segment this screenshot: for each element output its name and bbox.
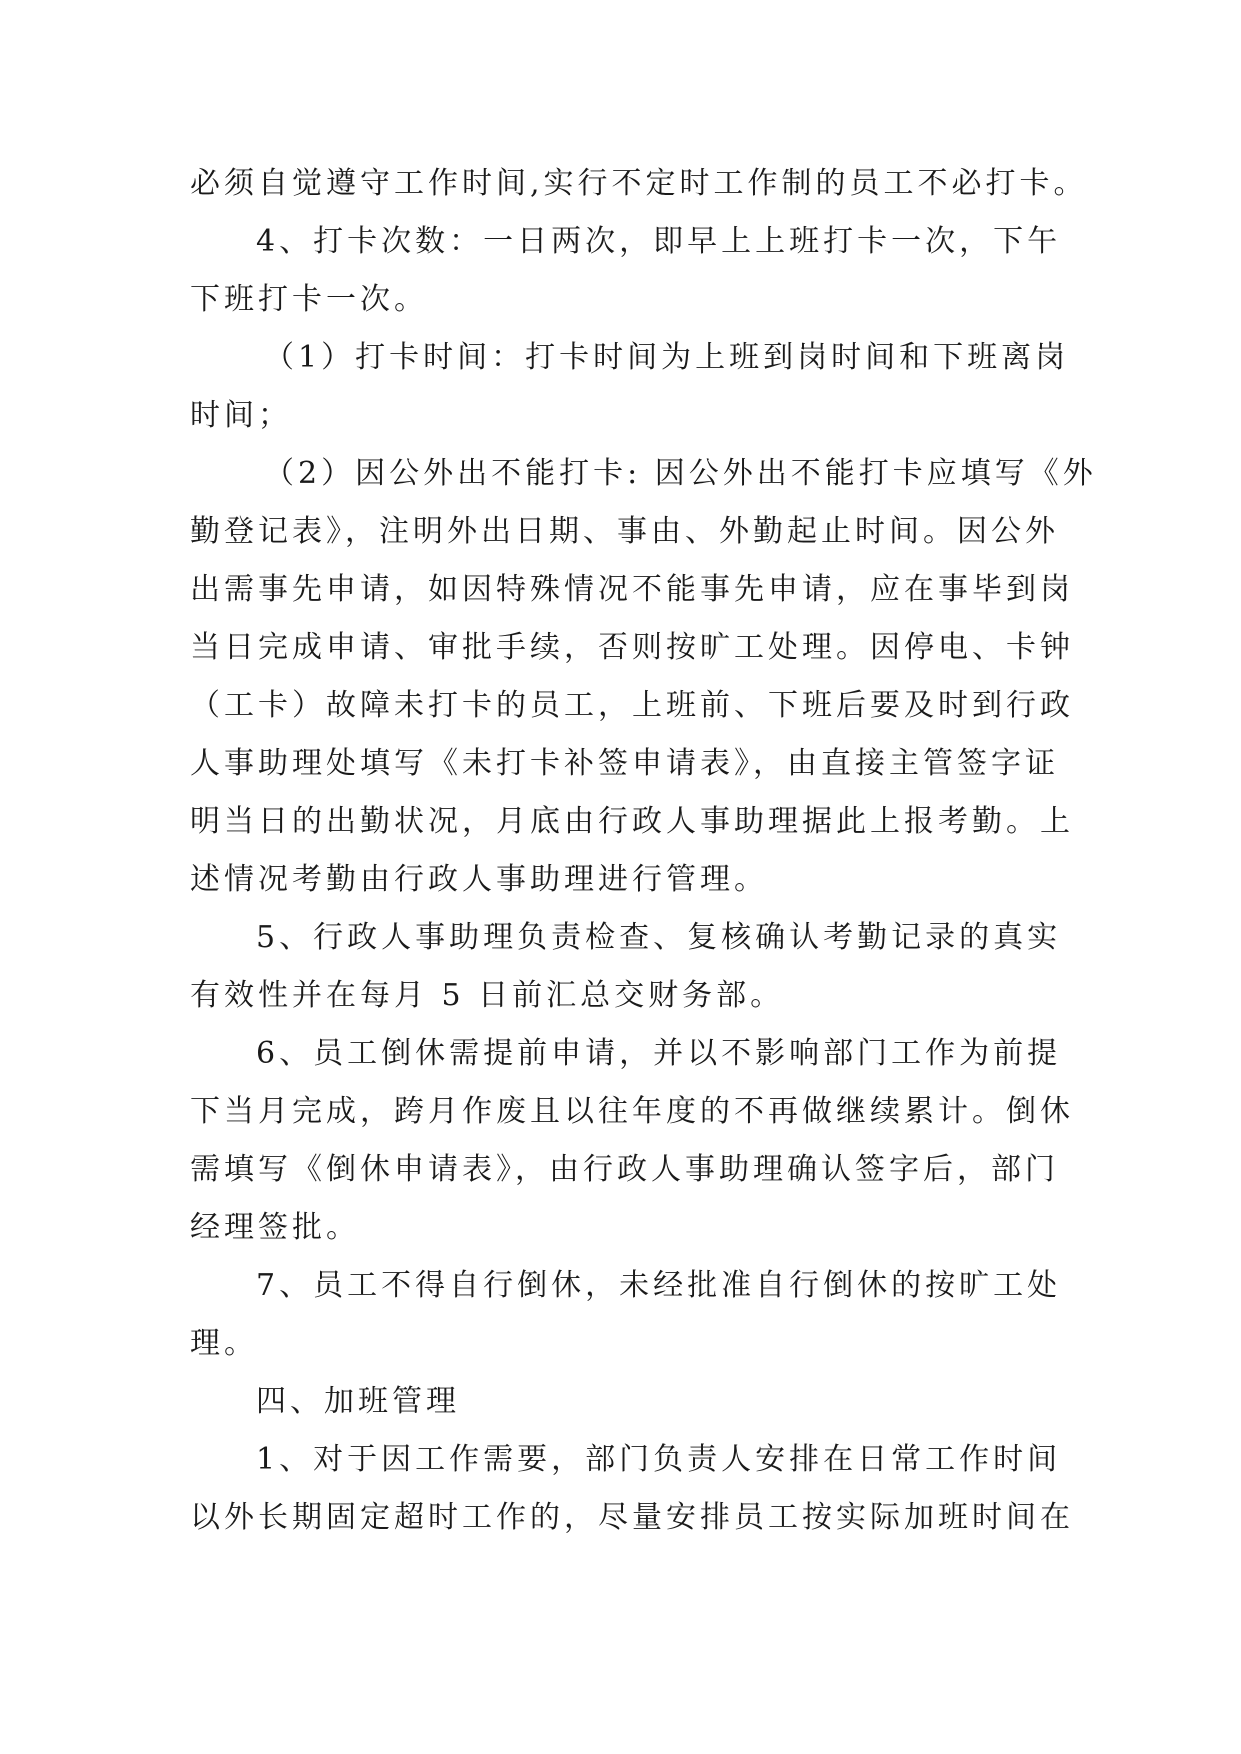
text-line: 有效性并在每月 5 日前汇总交财务部。 — [190, 978, 785, 1013]
text-line: 述情况考勤由行政人事助理进行管理。 — [190, 862, 768, 897]
text-line: 当日完成申请、审批手续，否则按旷工处理。因停电、卡钟 — [190, 630, 1074, 665]
text-line: 必须自觉遵守工作时间,实行不定时工作制的员工不必打卡。 — [190, 166, 1088, 201]
text-line: （工卡）故障未打卡的员工，上班前、下班后要及时到行政 — [190, 688, 1074, 723]
document-body — [190, 155, 1097, 1547]
text-line: 下班打卡一次。 — [190, 282, 428, 317]
text-line: 需填写《倒休申请表》，由行政人事助理确认签字后，部门 — [190, 1152, 1059, 1187]
text-line: 理。 — [190, 1326, 258, 1361]
text-line: 5、行政人事助理负责检查、复核确认考勤记录的真实 — [256, 920, 1062, 955]
text-line: 1、对于因工作需要，部门负责人安排在日常工作时间 — [256, 1442, 1062, 1477]
text-line: （2）因公外出不能打卡: 因公外出不能打卡应填写《外 — [264, 456, 1097, 491]
text-line: 以外长期固定超时工作的，尽量安排员工按实际加班时间在 — [190, 1500, 1074, 1535]
text-line: 7、员工不得自行倒休，未经批准自行倒休的按旷工处 — [256, 1268, 1062, 1303]
text-line: 4、打卡次数：一日两次，即早上上班打卡一次，下午 — [256, 224, 1062, 259]
text-line: 出需事先申请，如因特殊情况不能事先申请，应在事毕到岗 — [190, 572, 1074, 607]
text-line: 经理签批。 — [190, 1210, 360, 1245]
text-line: 明当日的出勤状况，月底由行政人事助理据此上报考勤。上 — [190, 804, 1074, 839]
text-line: 人事助理处填写《未打卡补签申请表》，由直接主管签字证 — [190, 746, 1059, 781]
section-heading: 四、加班管理 — [256, 1384, 460, 1419]
text-line: 6、员工倒休需提前申请，并以不影响部门工作为前提 — [256, 1036, 1062, 1071]
text-line: 下当月完成，跨月作废且以往年度的不再做继续累计。倒休 — [190, 1094, 1074, 1129]
text-line: （1）打卡时间：打卡时间为上班到岗时间和下班离岗 — [264, 340, 1070, 375]
text-line: 时间； — [190, 398, 292, 433]
text-line: 勤登记表》，注明外出日期、事由、外勤起止时间。因公外 — [190, 514, 1059, 549]
